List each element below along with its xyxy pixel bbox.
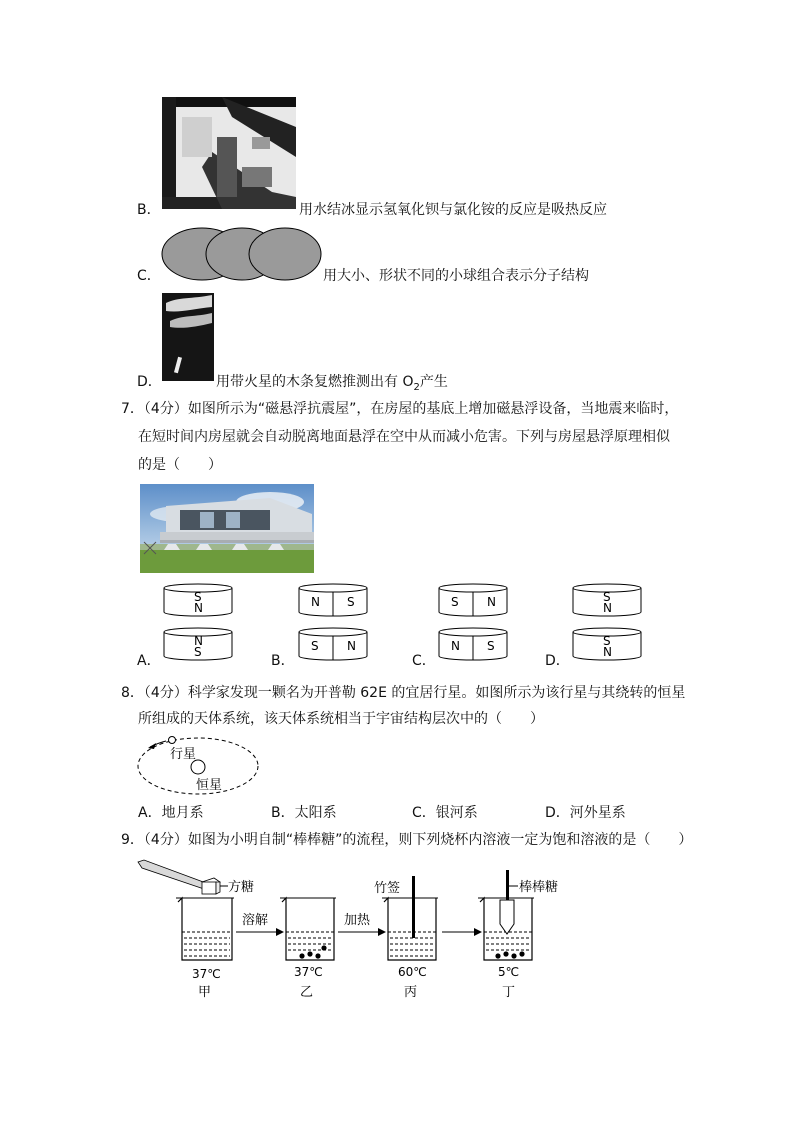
q9-line-1: 9．（4分）如图为小明自制“棒棒糖”的流程，则下列烧杯内溶液一定为饱和溶液的是（ ）	[121, 832, 693, 848]
magnet-bottom	[439, 628, 507, 660]
bamboo-stick	[412, 876, 415, 938]
q8-option-c: C．银河系	[412, 805, 478, 821]
magnet-pole-label: S	[311, 639, 319, 653]
beaker-2	[280, 898, 336, 960]
magnet-top	[439, 584, 507, 616]
magnet-pole-label: S	[194, 590, 202, 604]
q8-option-d: D．河外星系	[545, 805, 626, 821]
beaker-1-name: 甲	[198, 985, 212, 1000]
magnet-pole-label: S	[603, 590, 611, 604]
magnet-top	[299, 584, 367, 616]
magnet-pole-label: N	[451, 639, 460, 653]
magnet-pole-label: S	[347, 595, 355, 609]
magnet-pole-label: S	[451, 595, 459, 609]
magnet-bottom	[164, 628, 232, 660]
beaker-3-name: 丙	[404, 985, 418, 1000]
ice-reaction-photo	[162, 97, 296, 209]
magnet-pair-option-a	[162, 582, 234, 668]
magnet-pole-label: S	[603, 634, 611, 648]
lollipop-stick	[506, 870, 509, 904]
beaker-4-temp: 5℃	[498, 965, 520, 979]
beaker-2-temp: 37℃	[294, 965, 323, 979]
molecule-balls-figure	[160, 226, 324, 282]
q8-option-a: A．地月系	[138, 805, 204, 821]
beaker-2-name: 乙	[300, 985, 314, 1000]
magnet-pole-label: N	[194, 601, 203, 615]
q6-option-c-text: 用大小、形状不同的小球组合表示分子结构	[323, 268, 589, 284]
q7-line-1: 7．（4分）如图所示为“磁悬浮抗震屋”，在房屋的基底上增加磁悬浮设备，当地震来临时，	[121, 401, 679, 417]
stick-label: 竹签	[374, 881, 401, 896]
q6-option-d-subscript: 2	[413, 381, 420, 393]
magnet-pole-label: N	[347, 639, 356, 653]
magnet-pair-option-d	[571, 582, 643, 668]
q6-option-d-letter: D．	[137, 374, 162, 390]
sugar-label: 方糖	[228, 880, 255, 895]
q6-option-b-letter: B．	[137, 202, 161, 218]
star-system-diagram	[136, 733, 264, 799]
beaker-1-temp: 37℃	[192, 967, 221, 981]
magnet-top	[164, 584, 232, 616]
planet-icon	[169, 737, 176, 744]
q8-line-1: 8．（4分）科学家发现一颗名为开普勒 62E 的宜居行星。如图所示为该行星与其绕转的恒星	[121, 685, 686, 701]
heat-label: 加热	[344, 913, 371, 928]
magnet-pole-label: N	[194, 634, 203, 648]
star-icon	[191, 760, 205, 774]
magnet-pole-label: N	[603, 601, 612, 615]
planet-label: 行星	[170, 747, 197, 762]
glowing-splint-photo	[162, 293, 214, 381]
beaker-3-temp: 60℃	[398, 965, 427, 979]
magnet-pole-label: N	[603, 645, 612, 659]
q7-line-3: 的是（ ）	[138, 457, 222, 473]
star-label: 恒星	[196, 778, 223, 793]
beaker-1	[176, 898, 234, 960]
q6-option-d-text-end: 产生	[419, 374, 448, 390]
q7-option-letter: B．	[271, 653, 295, 669]
q7-option-letter: C．	[412, 653, 436, 669]
magnet-pole-label: S	[194, 645, 202, 659]
q6-option-d-text-main: 用带火星的木条复燃推测出有 O	[216, 374, 414, 390]
q7-line-2: 在短时间内房屋就会自动脱离地面悬浮在空中从而减小危害。下列与房屋悬浮原理相似	[138, 429, 670, 445]
q6-option-d-text	[216, 372, 448, 398]
beaker-4-name: 丁	[502, 985, 516, 1000]
magnet-bottom	[573, 628, 641, 660]
magnet-bottom	[299, 628, 367, 660]
q8-line-2: 所组成的天体系统，该天体系统相当于宇宙结构层次中的（ ）	[138, 711, 544, 727]
dissolve-label: 溶解	[242, 913, 269, 928]
maglev-house-photo	[140, 484, 314, 573]
sugar-cube-icon	[202, 878, 220, 894]
lollipop-process-diagram	[136, 856, 606, 1006]
magnet-pole-label: N	[311, 595, 320, 609]
magnet-pair-option-c	[437, 582, 509, 668]
q8-option-b: B．太阳系	[271, 805, 337, 821]
q6-option-c-letter: C．	[137, 268, 161, 284]
lollipop-label: 棒棒糖	[519, 880, 559, 895]
lollipop-icon	[500, 900, 514, 934]
magnet-top	[573, 584, 641, 616]
q7-option-letter: A．	[137, 653, 161, 669]
magnet-pair-option-b	[297, 582, 369, 668]
magnet-pole-label: N	[487, 595, 496, 609]
magnet-pole-label: S	[487, 639, 495, 653]
q6-option-b-text: 用水结冰显示氢氧化钡与氯化铵的反应是吸热反应	[299, 202, 607, 218]
q7-option-letter: D．	[545, 653, 570, 669]
